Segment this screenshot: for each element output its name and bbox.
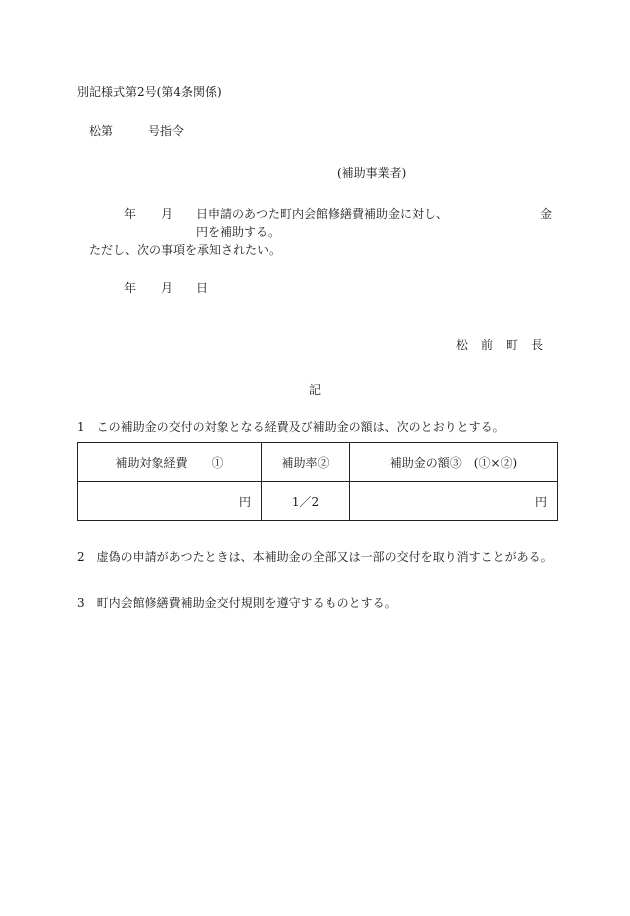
proviso-text: ただし、次の事項を承知されたい。 [89,243,282,257]
header-rate: 補助率② [262,443,350,482]
application-month: 月 [161,207,174,221]
application-text: 日申請のあつた町内会館修繕費補助金に対し、 [196,207,449,221]
date-month: 月 [161,281,174,295]
table-row [78,482,558,521]
date-year: 年 [124,281,137,295]
date-day: 日 [196,281,209,295]
header-eligible-cost: 補助対象経費 ① [78,443,262,482]
cell-grant-amount: 円 [350,482,558,521]
ki-heading: 記 [309,383,322,397]
grant-text: 円を補助する。 [196,225,281,239]
order-number-prefix: 松第 [89,124,114,138]
order-number-suffix: 号指令 [148,124,185,138]
issuer-char: 長 [531,338,544,352]
amount-kin: 金 [540,207,553,221]
header-grant-amount: 補助金の額③ (①×②) [350,443,558,482]
grant-table [77,442,558,521]
application-year: 年 [124,207,137,221]
issuer-mayor [456,338,556,352]
item-3: 3 町内会館修繕費補助金交付規則を遵守するものとする。 [77,596,397,610]
issuer-char: 町 [506,338,519,352]
issuer-char: 松 [456,338,469,352]
item-2: 2 虚偽の申請があつたときは、本補助金の全部又は一部の交付を取り消すことがある。 [77,550,553,564]
form-title: 別記様式第2号(第4条関係) [77,85,222,99]
issuer-char: 前 [481,338,494,352]
cell-eligible-cost: 円 [78,482,262,521]
table-header-row [78,443,558,482]
item-1: 1 この補助金の交付の対象となる経費及び補助金の額は、次のとおりとする。 [77,420,505,434]
cell-rate: 1／2 [262,482,350,521]
recipient-label: (補助事業者) [337,166,407,180]
